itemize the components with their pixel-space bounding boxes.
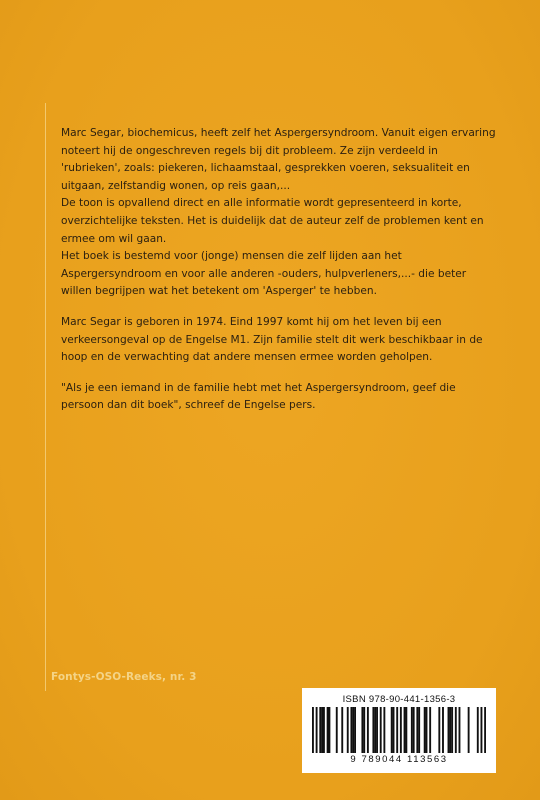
barcode-bar — [350, 707, 352, 753]
blurb-paragraph-1: Marc Segar, biochemicus, heeft zelf het Aspergersyndroom. Vanuit eigen ervaring noteert hij de ongeschreven regels bij dit probleem. Ze zijn verdeeld in 'rubrieken', zoals: piekeren, lichaamstaal, gesprekken voeren, seksualiteit en uitgaan, zelfstandig wonen, op reis gaan,... — [61, 127, 496, 192]
blurb-text — [61, 125, 497, 415]
barcode-image — [312, 707, 486, 753]
blurb-paragraph-3: Het boek is bestemd voor (jonge) mensen die zelf lijden aan het Aspergersyndroom en voor alle anderen -ouders, hulpverleners,...- die beter willen begrijpen wat het betekent om 'Asperger' te hebben. — [61, 250, 467, 298]
blurb-paragraph-2: De toon is opvallend direct en alle informatie wordt gepresenteerd in korte, overzichtelijke teksten. Het is duidelijk dat de auteur zelf de problemen kent en ermee om wil gaan. — [61, 197, 484, 245]
series-label: Fontys-OSO-Reeks, nr. 3 — [51, 671, 197, 683]
barcode-bar — [449, 707, 451, 753]
barcode-bar — [316, 707, 318, 753]
press-quote: "Als je een iemand in de familie hebt met het Aspergersyndroom, geef die persoon dan dit boek", schreef de Engelse pers. — [61, 381, 456, 412]
barcode-bar — [372, 707, 374, 753]
barcode-bar — [327, 707, 329, 753]
barcode-bar — [393, 707, 395, 753]
barcode-bar — [376, 707, 378, 753]
barcode-bar — [413, 707, 415, 753]
barcode-bar — [411, 707, 413, 753]
barcode-bar — [448, 707, 450, 753]
barcode-bar — [477, 707, 479, 753]
author-bio: Marc Segar is geboren in 1974. Eind 1997 komt hij om het leven bij een verkeersongeval op de Engelse M1. Zijn familie stelt dit werk beschikbaar in de hoop en de verwachting dat andere mensen ermee worden geholpen. — [61, 315, 483, 364]
barcode-bar — [321, 707, 323, 753]
barcode-bar — [426, 707, 428, 753]
vertical-rule — [45, 103, 46, 691]
barcode-bar — [418, 707, 420, 753]
barcode-bar — [352, 707, 354, 753]
barcode-bar — [438, 707, 440, 753]
barcode-bar — [354, 707, 356, 753]
barcode-bar — [319, 707, 321, 753]
barcode-bar — [391, 707, 393, 753]
barcode-bar — [442, 707, 444, 753]
barcode-bar — [323, 707, 325, 753]
barcode-bar — [396, 707, 398, 753]
barcode-bar — [405, 707, 407, 753]
barcode-bar — [484, 707, 486, 753]
barcode-digits: 9 789044 113563 — [350, 754, 448, 765]
barcode-bar — [459, 707, 461, 753]
barcode-bar — [336, 707, 338, 753]
barcode-bar — [404, 707, 406, 753]
barcode-bar — [341, 707, 343, 753]
barcode-bar — [416, 707, 418, 753]
barcode-bar — [455, 707, 457, 753]
barcode-bar — [400, 707, 402, 753]
barcode-bar — [312, 707, 314, 753]
barcode-bar — [451, 707, 453, 753]
barcode-bar — [328, 707, 330, 753]
isbn-label: ISBN 978-90-441-1356-3 — [342, 694, 456, 705]
barcode-bar — [481, 707, 483, 753]
barcode-bar — [347, 707, 349, 753]
barcode-bar — [374, 707, 376, 753]
barcode-bar — [361, 707, 363, 753]
barcode-bar — [424, 707, 426, 753]
barcode-bar — [363, 707, 365, 753]
barcode-bar — [383, 707, 385, 753]
barcode-box — [302, 688, 496, 773]
barcode-bar — [367, 707, 369, 753]
barcode-bar — [380, 707, 382, 753]
barcode-bar — [468, 707, 470, 753]
barcode-bar — [429, 707, 431, 753]
